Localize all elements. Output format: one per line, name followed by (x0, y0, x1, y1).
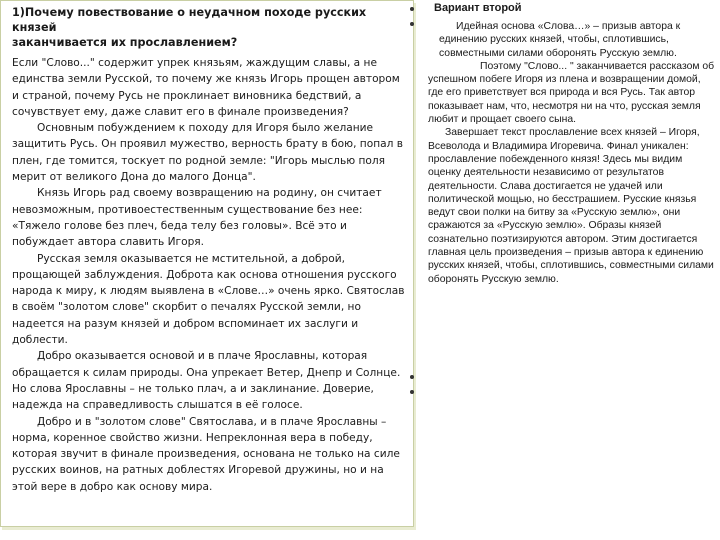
left-paragraph-5: Добро оказывается основой и в плаче Ярославны, которая обращается к силам природы. Она упрекает Ветер, Днепр и Солнце. Но слова Ярославны – не только плач, а и заклинание. Доверие, надежда на справедливость слышатся в её голосе. (12, 350, 401, 412)
left-paragraph-4: Русская земля оказывается не мстительной, а доброй, прощающей заблуждения. Доброта как основа отношения русского народа к миру, к людям выявлена в «Слове…» очень ярко. Святослав в своём "золотом слове" скорбит о печалях Русской земли, но надеется на разум князей и добром вспоминает их заслуги и доблести. (12, 252, 405, 347)
left-paragraph-6: Добро и в "золотом слове" Святослава, и в плаче Ярославны – норма, коренное свойство жизни. Непреклонная вера в победу, которая звучит в финале произведения, основана не только на силе русских воинов, на ратных доблестях Игоревой дружины, но и на этой вере в добро как основу мира. (12, 415, 400, 493)
bullet-icon (410, 375, 414, 379)
right-paragraph-1: Идейная основа «Слова…» – призыв автора к единению русских князей, чтобы, сплотившись, совместными силами оборонять Русскую землю. (439, 21, 681, 59)
left-paragraph-1: Если "Слово..." содержит упрек князьям, жаждущим славы, а не единства земли Русской, то почему же князь Игорь прощен автором и страной, почему Русь не проклинает виновника бедствий, а сочувствует ему, даже славит его в финале произведения? (12, 57, 400, 118)
right-text-panel (428, 1, 718, 286)
bullet-icon (410, 7, 414, 11)
bullet-icon (410, 390, 414, 394)
left-paragraph-2: Основным побуждением к походу для Игоря было желание защитить Русь. Он проявил мужество, верность брату в бою, попал в плен, где томится, тоскует по родной земле: "Игорь мыслью поля мерит от великого Дона до малого Донца". (12, 122, 404, 184)
right-paragraph-3: Завершает текст прославление всех князей – Игоря, Всеволода и Владимира Игоревича. Финал уникален: прославление побежденного князя! Здесь мы видим оценку деятельности независимо от результатов деятельности. Слава достигается не удачей или политической мощью, но бесстрашием. Русские князья ведут свои полки на битву за «Русскую землю», они сражаются за «Русскую землю». Образы князей сознательно поэтизируются автором. Этим достигается главная цель произведения – призыв автора к единению русских князей, чтобы, сплотившись, совместными силами оборонять Русскую землю. (428, 127, 714, 285)
left-paragraph-3: Князь Игорь рад своему возвращению на родину, он считает невозможным, противоестественным существование без нее: «Тяжело голове без плеч, беда телу без головы». Всё это и побуждает автора славить Игоря. (12, 187, 382, 249)
bullet-icon (410, 22, 414, 26)
right-paragraph-2: Поэтому "Слово... " заканчивается рассказом об успешном побеге Игоря из плена и возвращении домой, где его приветствует вся природа и вся Русь. Так автор показывает нам, что, несмотря ни на что, русская земля любит и прощает своего сына. (428, 60, 715, 126)
question-title: 1)Почему повествование о неудачном походе русских князей заканчивается их прославлением? (12, 6, 367, 49)
variant-heading: Вариант второй (434, 2, 522, 14)
